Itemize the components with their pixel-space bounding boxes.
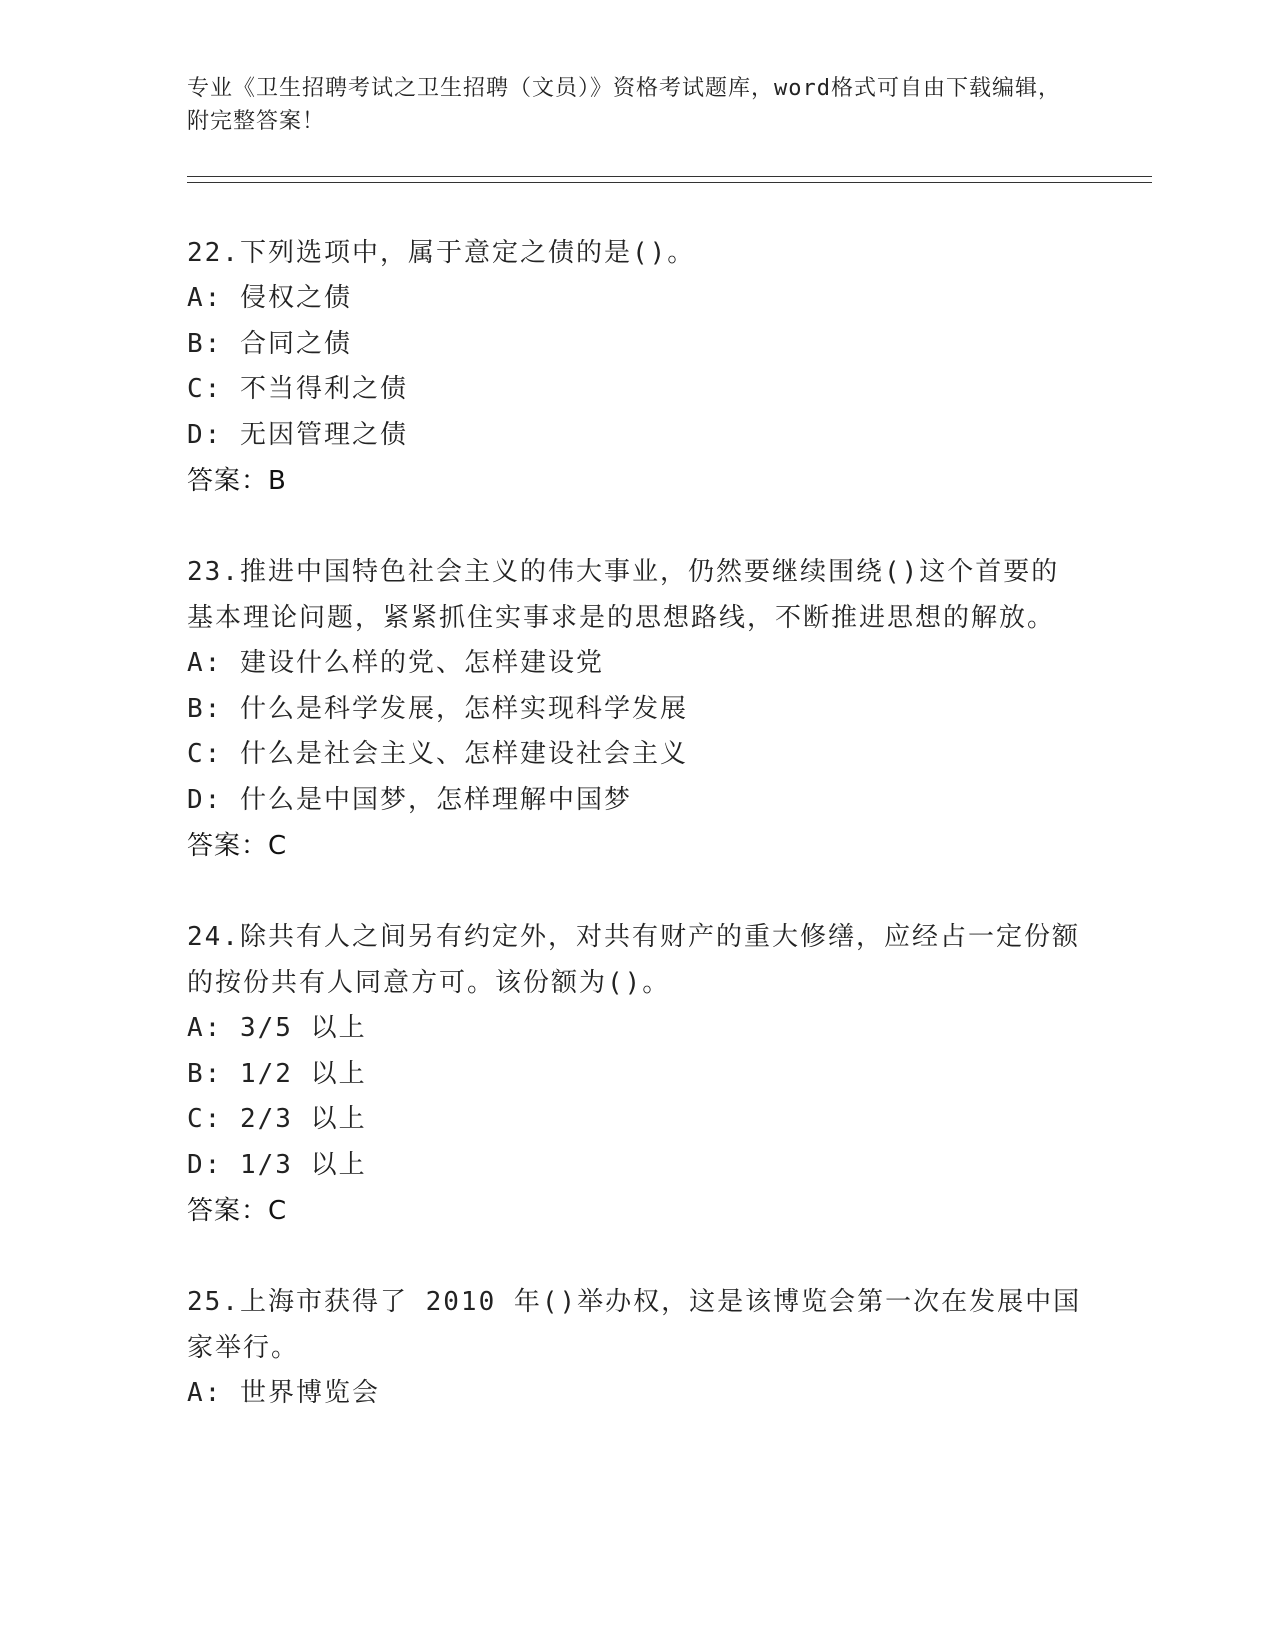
- answer-line: 答案：B: [187, 466, 287, 496]
- answer-line: 答案：C: [187, 831, 288, 861]
- document-header: 专业《卫生招聘考试之卫生招聘（文员）》资格考试题库，word格式可自由下载编辑，附完整答案！: [187, 76, 1061, 134]
- question-23: [187, 549, 1087, 869]
- question-24: [187, 914, 1087, 1234]
- option-b: B: 1/2 以上: [187, 1058, 367, 1089]
- question-22: [187, 230, 1087, 504]
- question-stem: 22.下列选项中，属于意定之债的是()。: [187, 238, 696, 268]
- question-25: [187, 1279, 1087, 1417]
- option-a: A: 世界博览会: [187, 1378, 380, 1408]
- question-stem: 23.推进中国特色社会主义的伟大事业，仍然要继续围绕()这个首要的基本理论问题，紧紧抓住实事求是的思想路线，不断推进思想的解放。: [187, 557, 1060, 633]
- option-d: D: 1/3 以上: [187, 1149, 367, 1180]
- answer-line: 答案：C: [187, 1196, 288, 1226]
- option-c: C: 2/3 以上: [187, 1104, 367, 1134]
- option-c: C: 什么是社会主义、怎样建设社会主义: [187, 739, 688, 769]
- option-a: A: 3/5 以上: [187, 1013, 367, 1043]
- question-stem: 24.除共有人之间另有约定外，对共有财产的重大修缮，应经占一定份额的按份共有人同意方可。该份额为()。: [187, 922, 1080, 998]
- question-list: [187, 230, 1087, 1462]
- header-rule-bottom: [187, 182, 1152, 183]
- option-c: C: 不当得利之债: [187, 374, 408, 404]
- option-a: A: 侵权之债: [187, 283, 352, 313]
- option-a: A: 建设什么样的党、怎样建设党: [187, 648, 604, 678]
- option-b: B: 什么是科学发展，怎样实现科学发展: [187, 693, 688, 724]
- question-stem: 25.上海市获得了 2010 年()举办权，这是该博览会第一次在发展中国家举行。: [187, 1287, 1082, 1363]
- option-b: B: 合同之债: [187, 328, 352, 359]
- option-d: D: 无因管理之债: [187, 419, 408, 450]
- option-d: D: 什么是中国梦，怎样理解中国梦: [187, 784, 632, 815]
- header-rule-top: [187, 176, 1152, 177]
